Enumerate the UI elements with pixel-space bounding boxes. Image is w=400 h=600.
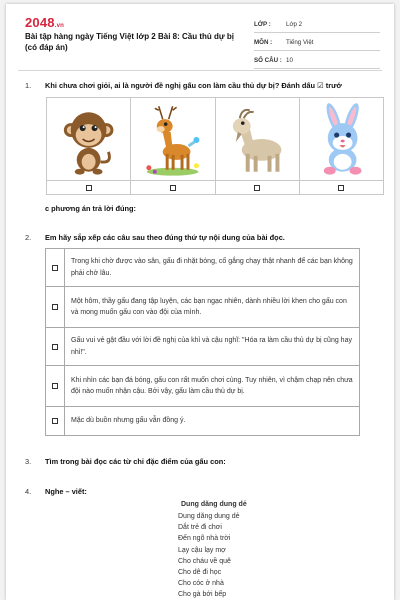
checkbox-deer[interactable] <box>170 185 176 191</box>
order-sentence-4: Khi nhìn các bạn đá bóng, gấu con rất muốn chơi cùng. Tuy nhiên, vì chậm chạp nên chưa đội nào muốn nhận cậu. Bởi vậy, gấu làm cầu thủ dự bị. <box>71 376 353 395</box>
poem <box>178 501 247 600</box>
option-deer <box>131 98 215 194</box>
meta-row-grade: LỚP : Lớp 2 <box>254 17 380 33</box>
rabbit-icon <box>300 98 383 180</box>
order-checkbox-4[interactable] <box>52 383 58 389</box>
order-sentence-5: Mặc dù buồn nhưng gấu vẫn đồng ý. <box>71 417 186 425</box>
site-logo[interactable]: 2048.vn <box>25 15 65 30</box>
q1-number: 1. <box>25 81 32 90</box>
checkbox-monkey[interactable] <box>86 185 92 191</box>
monkey-icon <box>47 98 130 180</box>
poem-line: Dung dăng dung dẻ <box>178 513 240 520</box>
poem-line: Cho cóc ở nhà <box>178 580 224 588</box>
checkbox-rabbit[interactable] <box>338 185 344 191</box>
ordering-table <box>45 248 360 436</box>
order-checkbox-3[interactable] <box>52 344 58 350</box>
animal-options-table <box>46 97 384 195</box>
order-sentence-1: Trong khi chờ được vào sân, gấu đi nhặt bóng, cố gắng chạy thật nhanh để các bạn không phải chờ lâu. <box>71 258 353 277</box>
q3-text: Tìm trong bài đọc các từ chỉ đặc điểm của gấu con: <box>45 457 226 466</box>
order-checkbox-5[interactable] <box>52 418 58 424</box>
checkbox-goat[interactable] <box>254 185 260 191</box>
q4-text: Nghe – viết: <box>45 487 87 496</box>
order-sentence-2: Một hôm, thầy gấu đang tập luyện, các bạn ngạc nhiên, dành nhiều lời khen cho gấu con và mong muốn gấu con vào đội của mình. <box>71 297 347 316</box>
order-checkbox-1[interactable] <box>52 265 58 271</box>
table-row <box>46 287 359 328</box>
option-goat <box>216 98 300 194</box>
q2-text: Em hãy sắp xếp các câu sau theo đúng thứ tự nội dung của bài đọc. <box>45 233 285 242</box>
poem-title: Dung dăng dung dẻ <box>181 501 247 508</box>
deer-icon <box>131 98 214 180</box>
q1-text: Khi chưa chơi giỏi, ai là người đề nghị gấu con làm cầu thủ dự bị? Đánh dấu ☑ trướ <box>45 81 342 90</box>
document-title: Bài tập hàng ngày Tiếng Việt lớp 2 Bài 8: Cầu thủ dự bị (có đáp án) <box>25 32 234 52</box>
order-sentence-3: Gấu vui vẻ gật đầu với lời đề nghị của khỉ và cậu nghĩ: "Hóa ra làm cầu thủ dự bị cũng hay nhỉ!". <box>71 337 352 356</box>
goat-icon <box>216 98 299 180</box>
option-monkey <box>47 98 131 194</box>
table-row <box>46 407 359 435</box>
poem-line: Dắt trẻ đi chơi <box>178 524 222 532</box>
option-rabbit <box>300 98 383 194</box>
q3-number: 3. <box>25 457 32 466</box>
worksheet-page <box>6 4 394 600</box>
q2-number: 2. <box>25 233 32 242</box>
table-row <box>46 366 359 407</box>
q4-number: 4. <box>25 487 32 496</box>
order-checkbox-2[interactable] <box>52 304 58 310</box>
header-divider <box>18 70 382 71</box>
meta-panel <box>254 17 380 69</box>
table-row <box>46 249 359 287</box>
table-row <box>46 328 359 366</box>
poem-line: Cho gà bới bếp <box>178 591 227 599</box>
poem-line: Cho cháu về quê <box>178 557 231 565</box>
meta-row-subject: MÔN : Tiếng Việt <box>254 35 380 51</box>
poem-line: Đến ngõ nhà trời <box>178 535 231 543</box>
meta-row-count: SỐ CÂU : 10 <box>254 53 380 69</box>
poem-line: Cho dê đi học <box>178 568 222 576</box>
poem-line: Lạy cậu lạy mợ <box>178 546 226 554</box>
q1-text-continuation: c phương án trả lời đúng: <box>45 204 136 213</box>
